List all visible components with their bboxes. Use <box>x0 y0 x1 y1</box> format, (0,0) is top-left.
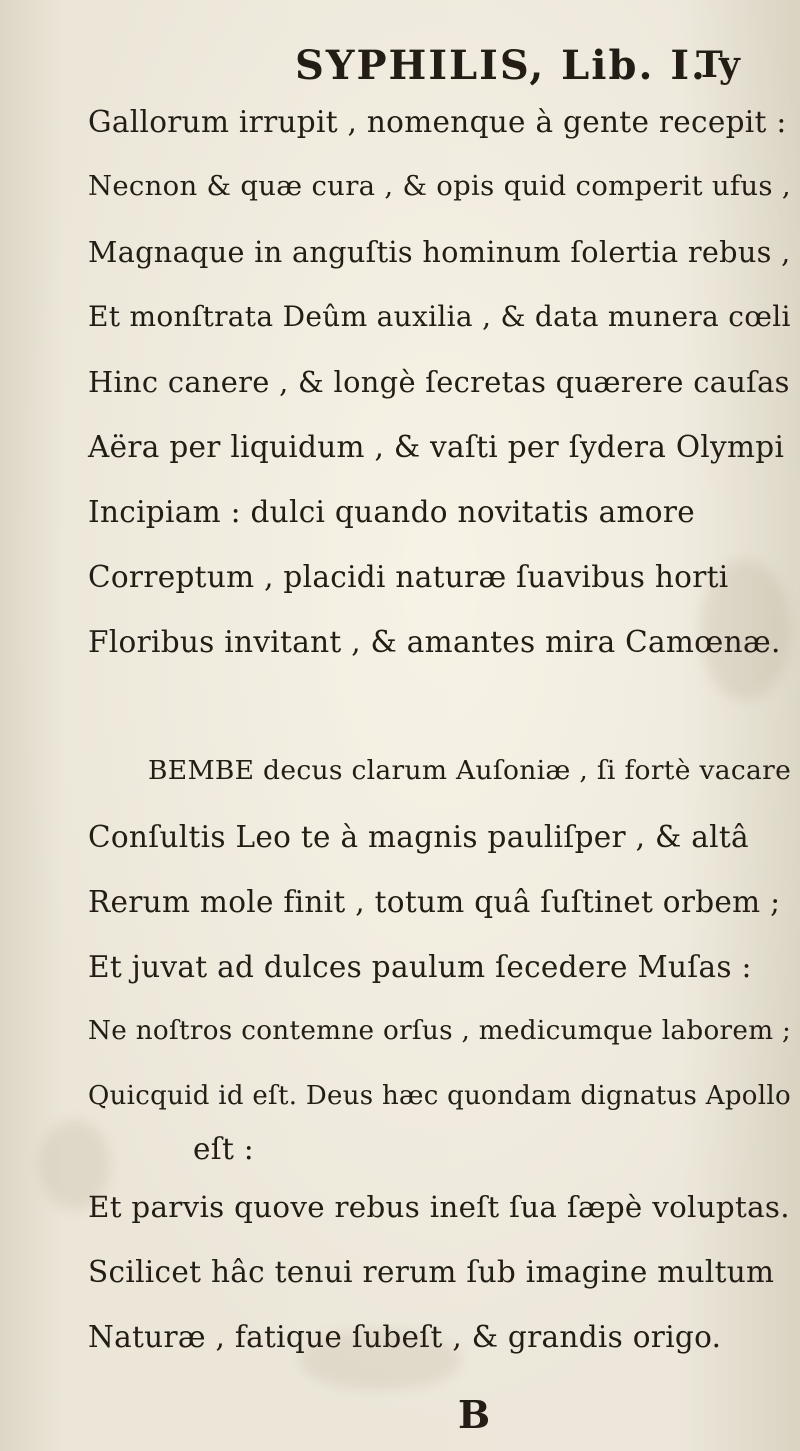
verse-line: Ne noſtros contemne orſus , medicumque laborem ; <box>88 1016 792 1046</box>
verse-line: Gallorum irrupit , nomenque à gente recepit : <box>88 105 787 139</box>
verse-line: Incipiam : dulci quando novitatis amore <box>88 495 696 529</box>
verse-line: Rerum mole finit , totum quâ ſuſtinet orbem ; <box>88 885 781 919</box>
verse-line: Correptum , placidi naturæ ſuavibus horti <box>88 560 729 594</box>
verse-line: Scilicet hâc tenui rerum ſub imagine multum <box>88 1255 775 1289</box>
verse-line: Hinc canere , & longè ſecretas quærere cauſas <box>88 365 790 399</box>
verse-line: Necnon & quæ cura , & opis quid comperit ufus , <box>88 170 791 202</box>
verse-line: Et parvis quove rebus ineſt ſua ſæpè voluptas. <box>88 1190 790 1224</box>
verse-line: Et monſtrata Deûm auxilia , & data munera cœli <box>88 300 791 333</box>
verse-line: Floribus invitant , & amantes mira Camœnæ. <box>88 625 781 659</box>
signature-mark: Ty <box>696 44 740 86</box>
running-head-title: SYPHILIS, Lib. I. <box>295 42 707 89</box>
verse-line: Aëra per liquidum , & vaſti per ſydera Olympi <box>88 430 785 464</box>
verse-line: Et juvat ad dulces paulum ſecedere Muſas : <box>88 950 752 984</box>
running-head <box>250 42 770 92</box>
verse-line: Magnaque in anguſtis hominum ſolertia rebus , <box>88 235 791 269</box>
verse-line-dedication: BEMBE decus clarum Auſoniæ , ſi fortè vacare <box>148 755 792 786</box>
verse-line: Quicquid id eſt. Deus hæc quondam dignatus Apollo <box>88 1081 791 1111</box>
verse-line-turnover: eſt : <box>193 1132 255 1166</box>
verse-line: Conſultis Leo te à magnis pauliſper , & altâ <box>88 820 749 854</box>
verse-line: Naturæ , fatique ſubeſt , & grandis origo. <box>88 1320 722 1354</box>
catchword: B <box>458 1392 491 1437</box>
